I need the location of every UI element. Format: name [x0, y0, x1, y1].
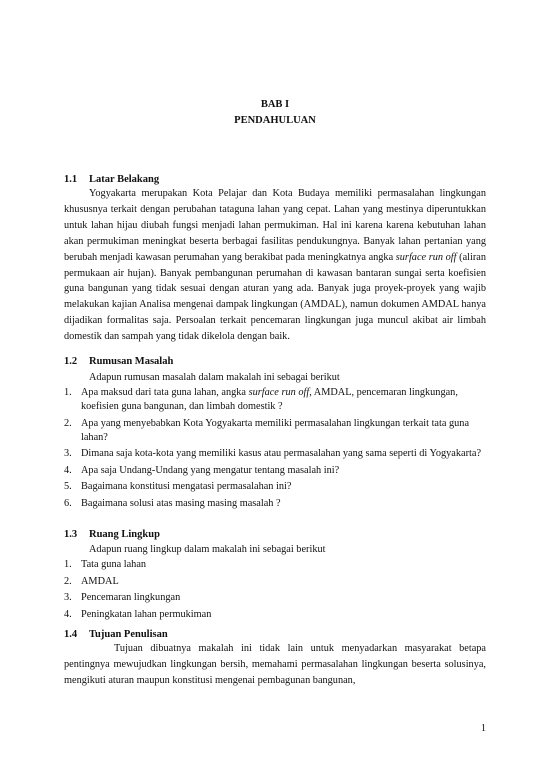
ruang-intro: Adapun ruang lingkup dalam makalah ini sebagai berikut	[89, 544, 326, 555]
rumusan-list	[64, 386, 486, 513]
section-heading-ruang-lingkup	[64, 528, 160, 542]
section-number: 1.4	[64, 629, 78, 640]
section-heading-tujuan-penulisan	[64, 628, 168, 642]
list-item: 4. Apa saja Undang-Undang yang mengatur tentang masalah ini?	[64, 464, 340, 476]
page-number: 1	[480, 723, 486, 734]
chapter-number: BAB I	[260, 99, 290, 110]
list-item: 6. Bagaimana solusi atas masing masing masalah ?	[64, 497, 281, 509]
list-item: 1. Tata guna lahan	[64, 559, 147, 570]
list-item: 2. Apa yang menyebabkan Kota Yogyakarta memiliki permasalahan lingkungan terkait tata guna lahan?	[64, 417, 470, 443]
list-item: 4. Peningkatan lahan permukiman	[64, 608, 212, 620]
section-title: Tujuan Penulisan	[89, 629, 168, 640]
section-title: Rumusan Masalah	[89, 356, 174, 367]
rumusan-intro: Adapun rumusan masalah dalam makalah ini sebagai berikut	[89, 372, 340, 383]
section-heading-latar-belakang	[64, 173, 159, 187]
tujuan-paragraph: Tujuan dibuatnya makalah ini tidak lain untuk menyadarkan masyarakat betapa pentingnya mewujudkan lingkungan bersih, memahami permasalahan lingkungan beserta solusinya, mengikuti aturan maupun konstitusi mengenai pembagunan bangunan,	[64, 643, 486, 686]
section-heading-rumusan-masalah	[64, 355, 173, 369]
ruang-lingkup-list	[64, 558, 486, 624]
latar-belakang-paragraph: Yogyakarta merupakan Kota Pelajar dan Kota Budaya memiliki permasalahan lingkungan khususnya terkait dengan perubahan tataguna lahan yang cepat. Lahan yang mestinya diperuntukkan untuk lahan hijau diubah fungsi menjadi lahan permukiman. Hal ini karena karena kebutuhan lahan akan permukiman meningkat beserta berbagai fasilitas pendukungnya. Banyak lahan pertanian yang berubah menjadi kawasan perumahan yang berakibat pada meningkatnya angka surface run off (aliran permukaan air hujan). Banyak pembangunan perumahan di kawasan bantaran sungai serta koefisien guna bangunan yang tidak sesuai dengan aturan yang ada. Banyak juga proyek-proyek yang wajib melakukan kajian Analisa mengenai dampak lingkungan (AMDAL), namun dokumen AMDAL hanya dijadikan formalitas saja. Persoalan terkait pencemaran lingkungan juga muncul akibat air limbah domestik dan sampah yang tidak dikelola dengan baik.	[64, 188, 487, 343]
list-item: 3. Dimana saja kota-kota yang memiliki kasus atau permasalahan yang sama seperti di Yogyakarta?	[64, 448, 482, 459]
section-title: Latar Belakang	[89, 174, 160, 185]
section-number: 1.1	[64, 174, 78, 185]
section-number: 1.3	[64, 529, 78, 540]
section-title: Ruang Lingkup	[89, 529, 160, 540]
list-item: 1. Apa maksud dari tata guna lahan, angka surface run off, AMDAL, pencemaran lingkungan, koefisien guna bangunan, dan limbah domestik ?	[64, 387, 458, 412]
list-item: 5. Bagaimana konstitusi mengatasi permasalahan ini?	[64, 481, 292, 492]
chapter-title: PENDAHULUAN	[234, 115, 316, 126]
list-item: 2. AMDAL	[64, 575, 119, 587]
section-number: 1.2	[64, 356, 78, 367]
list-item: 3. Pencemaran lingkungan	[64, 592, 181, 603]
